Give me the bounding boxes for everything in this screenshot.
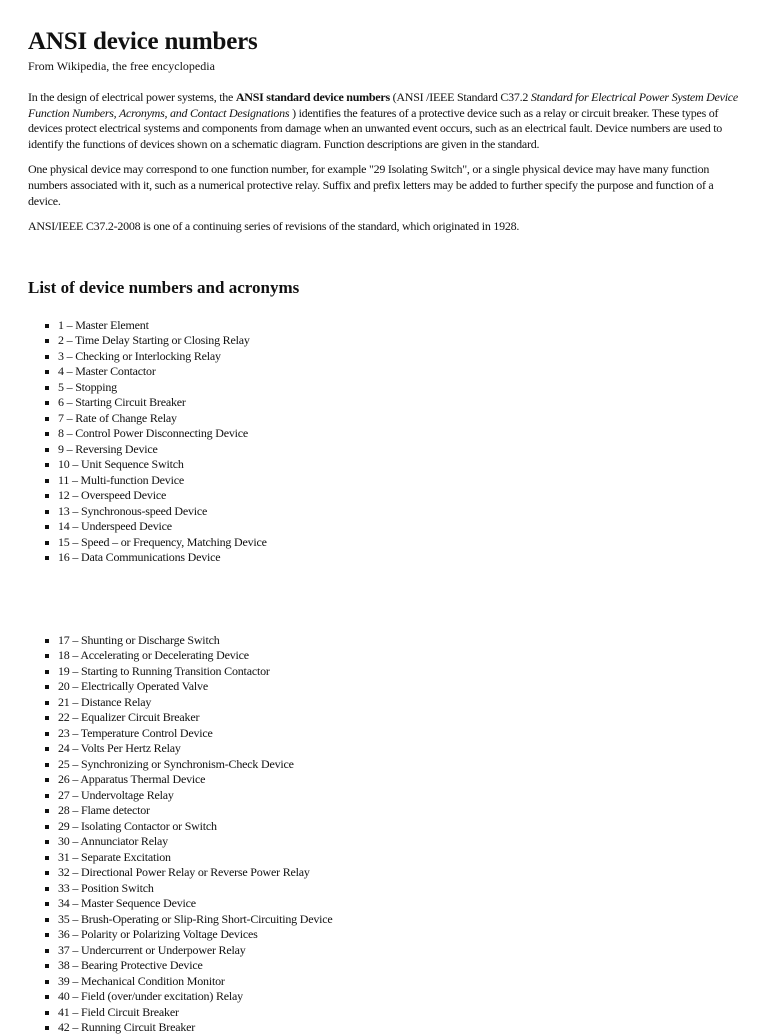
bullet-icon [45,980,49,984]
list-item [28,927,748,943]
bullet-icon [45,918,49,922]
list-item-label: 39 – Mechanical Condition Monitor [58,973,225,988]
list-item-label: 2 – Time Delay Starting or Closing Relay [58,333,250,348]
list-item [28,318,748,334]
list-item [28,788,748,804]
list-item-label: 23 – Temperature Control Device [58,725,213,740]
list-item-label: 38 – Bearing Protective Device [58,958,203,973]
section-heading: List of device numbers and acronyms [28,277,300,297]
list-item-label: 31 – Separate Excitation [58,849,171,864]
bullet-icon [45,355,49,359]
list-item-label: 7 – Rate of Change Relay [58,410,177,425]
bullet-icon [45,370,49,374]
list-item [28,333,748,349]
list-item-label: 19 – Starting to Running Transition Contactor [58,663,270,678]
bullet-icon [45,964,49,968]
list-item-label: 15 – Speed – or Frequency, Matching Device [58,534,267,549]
list-item-label: 27 – Undervoltage Relay [58,787,174,802]
list-item-label: 1 – Master Element [58,317,149,332]
intro-text-c: ) identifies the features of a protective device such as a relay or circuit breaker. These types of devices protect electrical systems and components from damage when an unwanted event occurs, such as an electrical fault. Device numbers are used to identify the functions of devices shown on a schematic diagram. Function descriptions are given in the standard. [28,105,723,151]
bullet-icon [45,510,49,514]
list-item-label: 40 – Field (over/under excitation) Relay [58,989,243,1004]
list-item-label: 25 – Synchronizing or Synchronism-Check Device [58,756,294,771]
bullet-icon [45,494,49,498]
bullet-icon [45,479,49,483]
list-item-label: 32 – Directional Power Relay or Reverse Power Relay [58,865,310,880]
list-item-label: 29 – Isolating Contactor or Switch [58,818,217,833]
intro-paragraph-3: ANSI/IEEE C37.2-2008 is one of a continuing series of revisions of the standard, which originated in 1928. [28,219,520,234]
list-item-label: 22 – Equalizer Circuit Breaker [58,710,200,725]
list-item-label: 26 – Apparatus Thermal Device [58,772,206,787]
list-item [28,679,748,695]
bullet-icon [45,856,49,860]
list-item-label: 21 – Distance Relay [58,694,152,709]
list-item-label: 41 – Field Circuit Breaker [58,1004,179,1019]
bullet-icon [45,716,49,720]
list-item-label: 16 – Data Communications Device [58,550,221,565]
list-item [28,349,748,365]
list-item-label: 42 – Running Circuit Breaker [58,1020,196,1035]
intro-paragraph-1 [28,90,748,152]
list-item [28,819,748,835]
list-item [28,726,748,742]
intro-paragraph-2: One physical device may correspond to one function number, for example "29 Isolating Switch", or a single physical device may have many function numbers associated with it, such as a numerical protective relay. Suffix and prefix letters may be added to further specify the purpose and function of a device. [28,162,714,208]
list-item [28,411,748,427]
bullet-icon [45,887,49,891]
bullet-icon [45,1011,49,1015]
list-item [28,850,748,866]
list-item [28,457,748,473]
bullet-icon [45,556,49,560]
list-item-label: 3 – Checking or Interlocking Relay [58,348,221,363]
list-item-label: 12 – Overspeed Device [58,488,167,503]
intro-standard-title: Standard for Electrical Power System Device Function Numbers, Acronyms, and Contact Designations [28,90,738,120]
list-item [28,741,748,757]
list-item-label: 28 – Flame detector [58,803,150,818]
list-item [28,974,748,990]
list-item-label: 6 – Starting Circuit Breaker [58,395,186,410]
list-item-label: 35 – Brush-Operating or Slip-Ring Short-Circuiting Device [58,911,333,926]
list-item [28,648,748,664]
list-item [28,473,748,489]
list-item [28,958,748,974]
bullet-icon [45,417,49,421]
tagline: From Wikipedia, the free encyclopedia [28,59,215,73]
list-item [28,426,748,442]
bullet-icon [45,525,49,529]
list-item-label: 20 – Electrically Operated Valve [58,679,208,694]
list-item [28,380,748,396]
bullet-icon [45,840,49,844]
bullet-icon [45,794,49,798]
list-item [28,865,748,881]
list-item [28,757,748,773]
list-item [28,803,748,819]
bullet-icon [45,463,49,467]
bullet-icon [45,778,49,782]
list-item [28,550,748,566]
bullet-icon [45,763,49,767]
bullet-icon [45,1026,49,1030]
bullet-icon [45,747,49,751]
intro-text-a: In the design of electrical power systems, the [28,90,236,104]
bullet-icon [45,995,49,999]
list-item-label: 37 – Undercurrent or Underpower Relay [58,942,246,957]
list-item [28,1020,748,1036]
list-item [28,664,748,680]
bullet-icon [45,448,49,452]
list-item-label: 24 – Volts Per Hertz Relay [58,741,181,756]
list-item-label: 10 – Unit Sequence Switch [58,457,184,472]
bullet-icon [45,324,49,328]
list-item [28,710,748,726]
list-item [28,1005,748,1021]
list-item [28,504,748,520]
list-item [28,834,748,850]
list-item-label: 8 – Control Power Disconnecting Device [58,426,249,441]
list-item-label: 13 – Synchronous-speed Device [58,503,208,518]
list-item [28,695,748,711]
list-item [28,519,748,535]
list-item-label: 34 – Master Sequence Device [58,896,196,911]
list-item [28,442,748,458]
intro-text-b: (ANSI /IEEE Standard C37.2 [389,90,531,104]
list-item [28,488,748,504]
list-item-label: 30 – Annunciator Relay [58,834,168,849]
list-item [28,364,748,380]
device-list-1 [28,318,748,566]
bullet-icon [45,639,49,643]
bullet-icon [45,432,49,436]
bullet-icon [45,949,49,953]
intro-bold-term: ANSI standard device numbers [235,90,390,104]
page-title: ANSI device numbers [28,28,258,55]
bullet-icon [45,701,49,705]
bullet-icon [45,654,49,658]
bullet-icon [45,871,49,875]
bullet-icon [45,933,49,937]
list-item-label: 33 – Position Switch [58,880,154,895]
list-item-label: 36 – Polarity or Polarizing Voltage Devices [58,927,258,942]
bullet-icon [45,825,49,829]
list-item-label: 11 – Multi-function Device [58,472,184,487]
bullet-icon [45,685,49,689]
list-item-label: 9 – Reversing Device [58,441,158,456]
list-item [28,896,748,912]
bullet-icon [45,339,49,343]
bullet-icon [45,670,49,674]
article [28,28,748,1036]
bullet-icon [45,902,49,906]
list-item [28,912,748,928]
list-item-label: 5 – Stopping [58,379,117,394]
list-item [28,989,748,1005]
list-item-label: 14 – Underspeed Device [58,519,172,534]
list-item [28,943,748,959]
list-item [28,633,748,649]
device-list-2 [28,633,748,1036]
bullet-icon [45,732,49,736]
bullet-icon [45,386,49,390]
list-item-label: 18 – Accelerating or Decelerating Device [58,648,249,663]
bullet-icon [45,401,49,405]
list-item [28,535,748,551]
list-item [28,772,748,788]
bullet-icon [45,541,49,545]
list-item [28,395,748,411]
list-item-label: 4 – Master Contactor [58,364,156,379]
bullet-icon [45,809,49,813]
list-item-label: 17 – Shunting or Discharge Switch [58,632,220,647]
list-item [28,881,748,897]
